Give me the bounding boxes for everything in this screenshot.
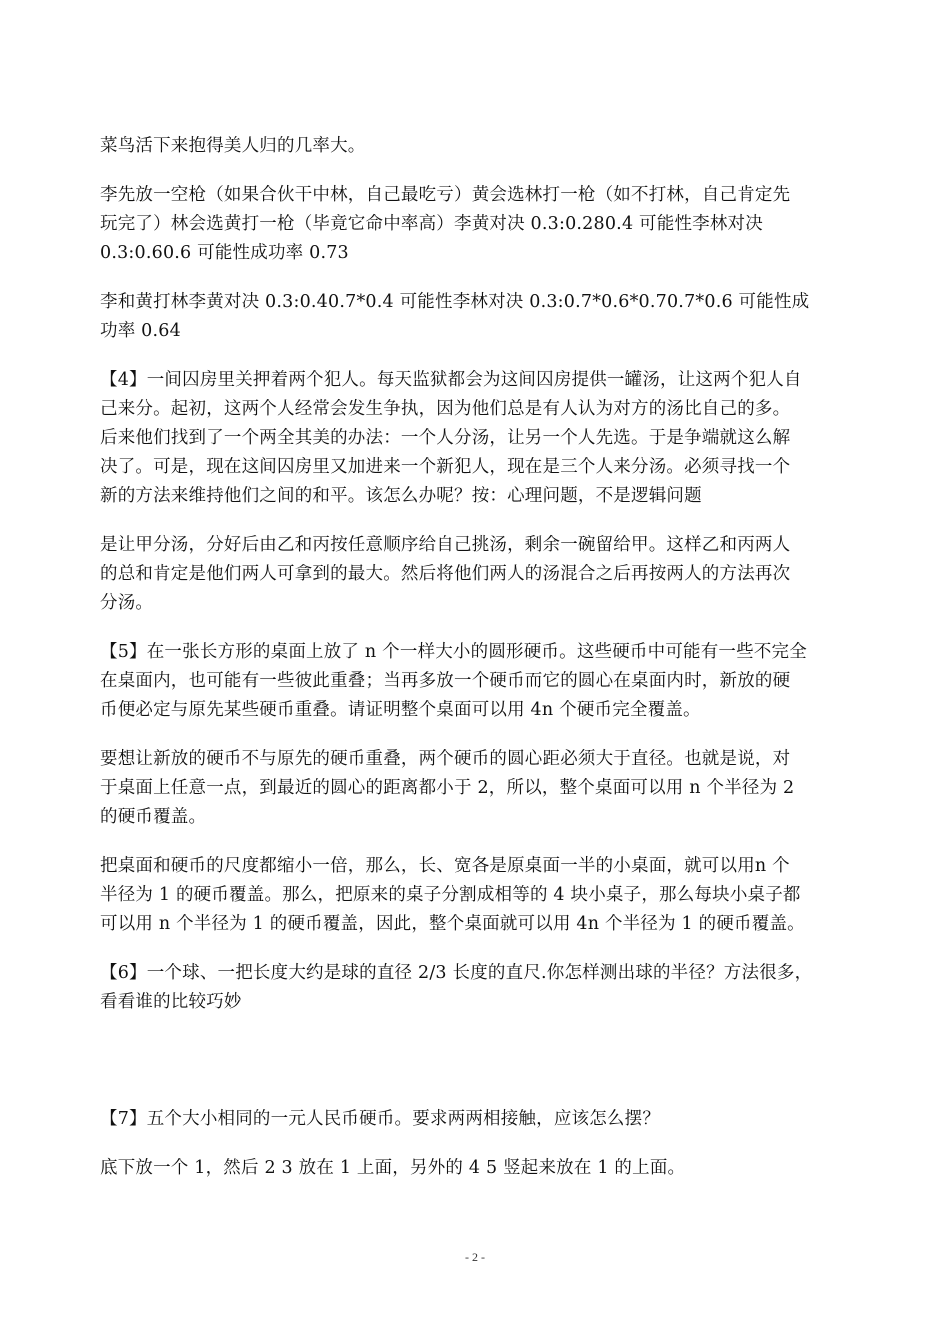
- text-line: 在桌面内，也可能有一些彼此重叠；当再多放一个硬币而它的圆心在桌面内时，新放的硬: [100, 671, 791, 691]
- text-line: 李先放一空枪（如果合伙干中林，自己最吃亏）黄会选林打一枪（如不打林，自己肯定先: [100, 185, 791, 205]
- answer-7: [100, 1154, 852, 1183]
- answer-5-part-2: [100, 852, 852, 939]
- paragraph-3: [100, 288, 852, 346]
- question-7: [100, 1105, 852, 1134]
- paragraph-2: [100, 181, 852, 268]
- text-line: 新的方法来维持他们之间的和平。该怎么办呢？按：心理问题，不是逻辑问题: [100, 486, 702, 506]
- text-line: 李和黄打林李黄对决 0.3:0.40.7*0.4 可能性李林对决 0.3:0.7*0.6*0.70.7*0.6 可能性成: [100, 292, 810, 312]
- question-5: [100, 638, 852, 725]
- text-line: 菜鸟活下来抱得美人归的几率大。: [100, 136, 366, 156]
- text-line: 于桌面上任意一点，到最近的圆心的距离都小于 2，所以，整个桌面可以用 n 个半径为 2: [100, 778, 795, 798]
- text-line: 是让甲分汤，分好后由乙和丙按任意顺序给自己挑汤，剩余一碗留给甲。这样乙和丙两人: [100, 535, 791, 555]
- text-line: 【7】五个大小相同的一元人民币硬币。要求两两相接触，应该怎么摆？: [100, 1109, 661, 1129]
- text-line: 【4】一间囚房里关押着两个犯人。每天监狱都会为这间囚房提供一罐汤，让这两个犯人自: [100, 370, 802, 390]
- question-4: [100, 366, 852, 511]
- text-line: 币便必定与原先某些硬币重叠。请证明整个桌面可以用 4n 个硬币完全覆盖。: [100, 700, 701, 720]
- text-line: 看看谁的比较巧妙: [100, 992, 242, 1012]
- text-line: 底下放一个 1，然后 2 3 放在 1 上面，另外的 4 5 竖起来放在 1 的上面。: [100, 1158, 686, 1178]
- text-line: 功率 0.64: [100, 321, 181, 341]
- text-line: 玩完了）林会选黄打一枪（毕竟它命中率高）李黄对决 0.3:0.280.4 可能性李林对决: [100, 214, 763, 234]
- text-line: 0.3:0.60.6 可能性成功率 0.73: [100, 243, 349, 263]
- answer-5-part-1: [100, 745, 852, 832]
- text-line: 把桌面和硬币的尺度都缩小一倍，那么，长、宽各是原桌面一半的小桌面，就可以用n 个: [100, 856, 790, 876]
- text-line: 后来他们找到了一个两全其美的办法：一个人分汤，让另一个人先选。于是争端就这么解: [100, 428, 791, 448]
- blank-space: [100, 1037, 852, 1105]
- document-body: [100, 132, 852, 1203]
- text-line: 的硬币覆盖。: [100, 807, 207, 827]
- text-line: 己来分。起初，这两个人经常会发生争执，因为他们总是有人认为对方的汤比自己的多。: [100, 399, 791, 419]
- text-line: 半径为 1 的硬币覆盖。那么，把原来的桌子分割成相等的 4 块小桌子，那么每块小桌子都: [100, 885, 801, 905]
- text-line: 的总和肯定是他们两人可拿到的最大。然后将他们两人的汤混合之后再按两人的方法再次: [100, 564, 791, 584]
- text-line: 可以用 n 个半径为 1 的硬币覆盖，因此，整个桌面就可以用 4n 个半径为 1 的硬币覆盖。: [100, 914, 805, 934]
- answer-4: [100, 531, 852, 618]
- page-number: - 2 -: [465, 1250, 485, 1264]
- paragraph-1: [100, 132, 852, 161]
- question-6: [100, 959, 852, 1017]
- text-line: 分汤。: [100, 593, 154, 613]
- text-line: 【6】一个球、一把长度大约是球的直径 2/3 长度的直尺.你怎样测出球的半径？方法很多，: [100, 963, 813, 983]
- text-line: 要想让新放的硬币不与原先的硬币重叠，两个硬币的圆心距必须大于直径。也就是说，对: [100, 749, 791, 769]
- text-line: 【5】在一张长方形的桌面上放了 n 个一样大小的圆形硬币。这些硬币中可能有一些不完全: [100, 642, 807, 662]
- text-line: 决了。可是，现在这间囚房里又加进来一个新犯人，现在是三个人来分汤。必须寻找一个: [100, 457, 791, 477]
